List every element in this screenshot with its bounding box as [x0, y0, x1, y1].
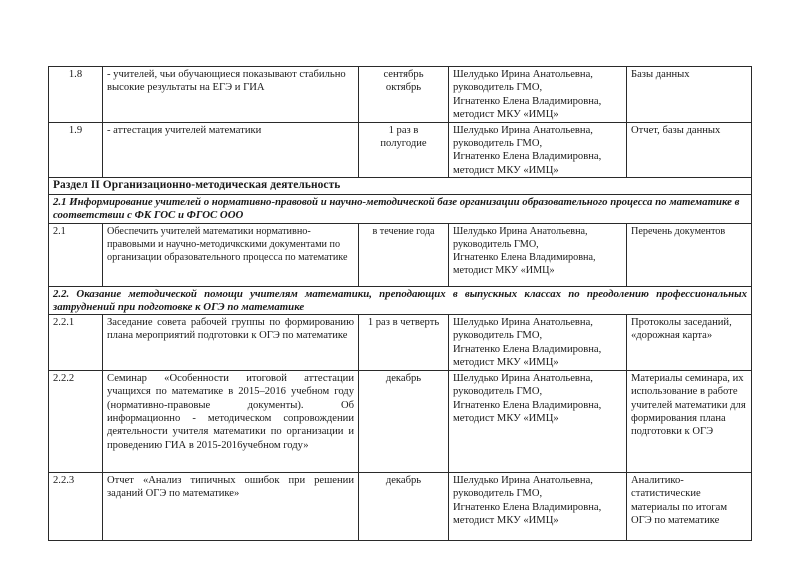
date-cell	[359, 315, 449, 371]
date-line: декабрь	[385, 372, 422, 384]
table-row	[49, 122, 752, 178]
responsible-line: методист МКУ «ИМЦ»	[453, 109, 559, 121]
result-cell: Отчет, базы данных	[627, 122, 752, 178]
date-line: 1 раз в	[388, 124, 419, 136]
activity-cell: Отчет «Анализ типичных ошибок при решении заданий ОГЭ по математике»	[103, 472, 359, 540]
responsible-cell	[449, 67, 627, 123]
responsible-line: Шелудько Ирина Анатольевна,	[453, 124, 593, 136]
responsible-line: Игнатенко Елена Владимировна,	[453, 399, 602, 411]
result-cell: Перечень документов	[627, 223, 752, 286]
table-row	[49, 370, 752, 472]
responsible-line: методист МКУ «ИМЦ»	[453, 264, 555, 276]
subsection-heading: 2.2. Оказание методической помощи учителям математики, преподающих в выпускных классах по преодолению профессиональных затруднений при подготовке к ОГЭ по математике	[49, 286, 752, 314]
date-line: декабрь	[385, 474, 422, 486]
subsection-row	[49, 195, 752, 223]
item-number: 2.2.2	[49, 370, 103, 472]
responsible-line: Шелудько Ирина Анатольевна,	[453, 317, 593, 329]
responsible-line: руководитель ГМО,	[453, 238, 539, 250]
responsible-line: руководитель ГМО,	[453, 488, 543, 500]
responsible-line: руководитель ГМО,	[453, 386, 543, 398]
responsible-line: Игнатенко Елена Владимировна,	[453, 151, 602, 163]
result-cell: Материалы семинара, их использование в работе учителей математики для формирования плана подготовки к ОГЭ	[627, 370, 752, 472]
table-row	[49, 67, 752, 123]
plan-table	[48, 66, 752, 541]
responsible-line: Шелудько Ирина Анатольевна,	[453, 474, 593, 486]
section-row	[49, 178, 752, 195]
responsible-line: Шелудько Ирина Анатольевна,	[453, 225, 588, 237]
section-heading: Раздел II Организационно-методическая деятельность	[49, 178, 752, 195]
result-cell: Протоколы заседаний, «дорожная карта»	[627, 315, 752, 371]
responsible-line: Шелудько Ирина Анатольевна,	[453, 372, 593, 384]
date-line: сентябрь	[383, 69, 424, 80]
date-line: октябрь	[385, 82, 422, 94]
responsible-line: руководитель ГМО,	[453, 330, 543, 342]
date-cell	[359, 122, 449, 178]
item-number: 1.8	[49, 67, 103, 123]
responsible-cell	[449, 223, 627, 286]
responsible-line: Шелудько Ирина Анатольевна,	[453, 69, 593, 80]
item-number: 1.9	[49, 122, 103, 178]
subsection-row	[49, 286, 752, 314]
date-line: 1 раз в четверть	[367, 317, 440, 329]
item-number: 2.1	[49, 223, 103, 286]
date-cell	[359, 472, 449, 540]
date-line: полугодие	[380, 138, 427, 150]
responsible-line: методист МКУ «ИМЦ»	[453, 357, 559, 369]
date-cell	[359, 67, 449, 123]
activity-cell: - аттестация учителей математики	[103, 122, 359, 178]
table-row	[49, 315, 752, 371]
table-row	[49, 472, 752, 540]
responsible-line: Игнатенко Елена Владимировна,	[453, 251, 596, 263]
responsible-line: методист МКУ «ИМЦ»	[453, 412, 559, 424]
result-cell: Базы данных	[627, 67, 752, 123]
activity-cell: Обеспечить учителей математики нормативно-правовыми и научно-методичкскими документами по организации образовательного процесса по математике	[103, 223, 359, 286]
responsible-line: методист МКУ «ИМЦ»	[453, 164, 559, 176]
responsible-line: Игнатенко Елена Владимировна,	[453, 343, 602, 355]
activity-cell: - учителей, чьи обучающиеся показывают стабильно высокие результаты на ЕГЭ и ГИА	[103, 67, 359, 123]
activity-cell: Заседание совета рабочей группы по формированию плана мероприятий подготовки к ОГЭ по математике	[103, 315, 359, 371]
activity-cell: Семинар «Особенности итоговой аттестации учащихся по математике в 2015–2016 учебном году (нормативно-правовые документы). Об информационно - методическом сопровождении деятельности учителя математики по организации и проведению ГИА в 2015-2016учебном году»	[103, 370, 359, 472]
result-cell: Аналитико-статистические материалы по итогам ОГЭ по математике	[627, 472, 752, 540]
responsible-line: методист МКУ «ИМЦ»	[453, 514, 559, 526]
item-number: 2.2.1	[49, 315, 103, 371]
date-cell	[359, 223, 449, 286]
date-line: в течение года	[372, 225, 435, 237]
table-row	[49, 223, 752, 286]
responsible-cell	[449, 122, 627, 178]
responsible-cell	[449, 370, 627, 472]
responsible-line: руководитель ГМО,	[453, 82, 543, 94]
responsible-line: Игнатенко Елена Владимировна,	[453, 501, 602, 513]
responsible-line: руководитель ГМО,	[453, 138, 543, 150]
responsible-line: Игнатенко Елена Владимировна,	[453, 95, 602, 107]
responsible-cell	[449, 315, 627, 371]
date-cell	[359, 370, 449, 472]
subsection-heading: 2.1 Информирование учителей о нормативно-правовой и научно-методической базе организации образовательного процесса по математике в соответствии с ФК ГОС и ФГОС ООО	[49, 195, 752, 223]
item-number: 2.2.3	[49, 472, 103, 540]
responsible-cell	[449, 472, 627, 540]
